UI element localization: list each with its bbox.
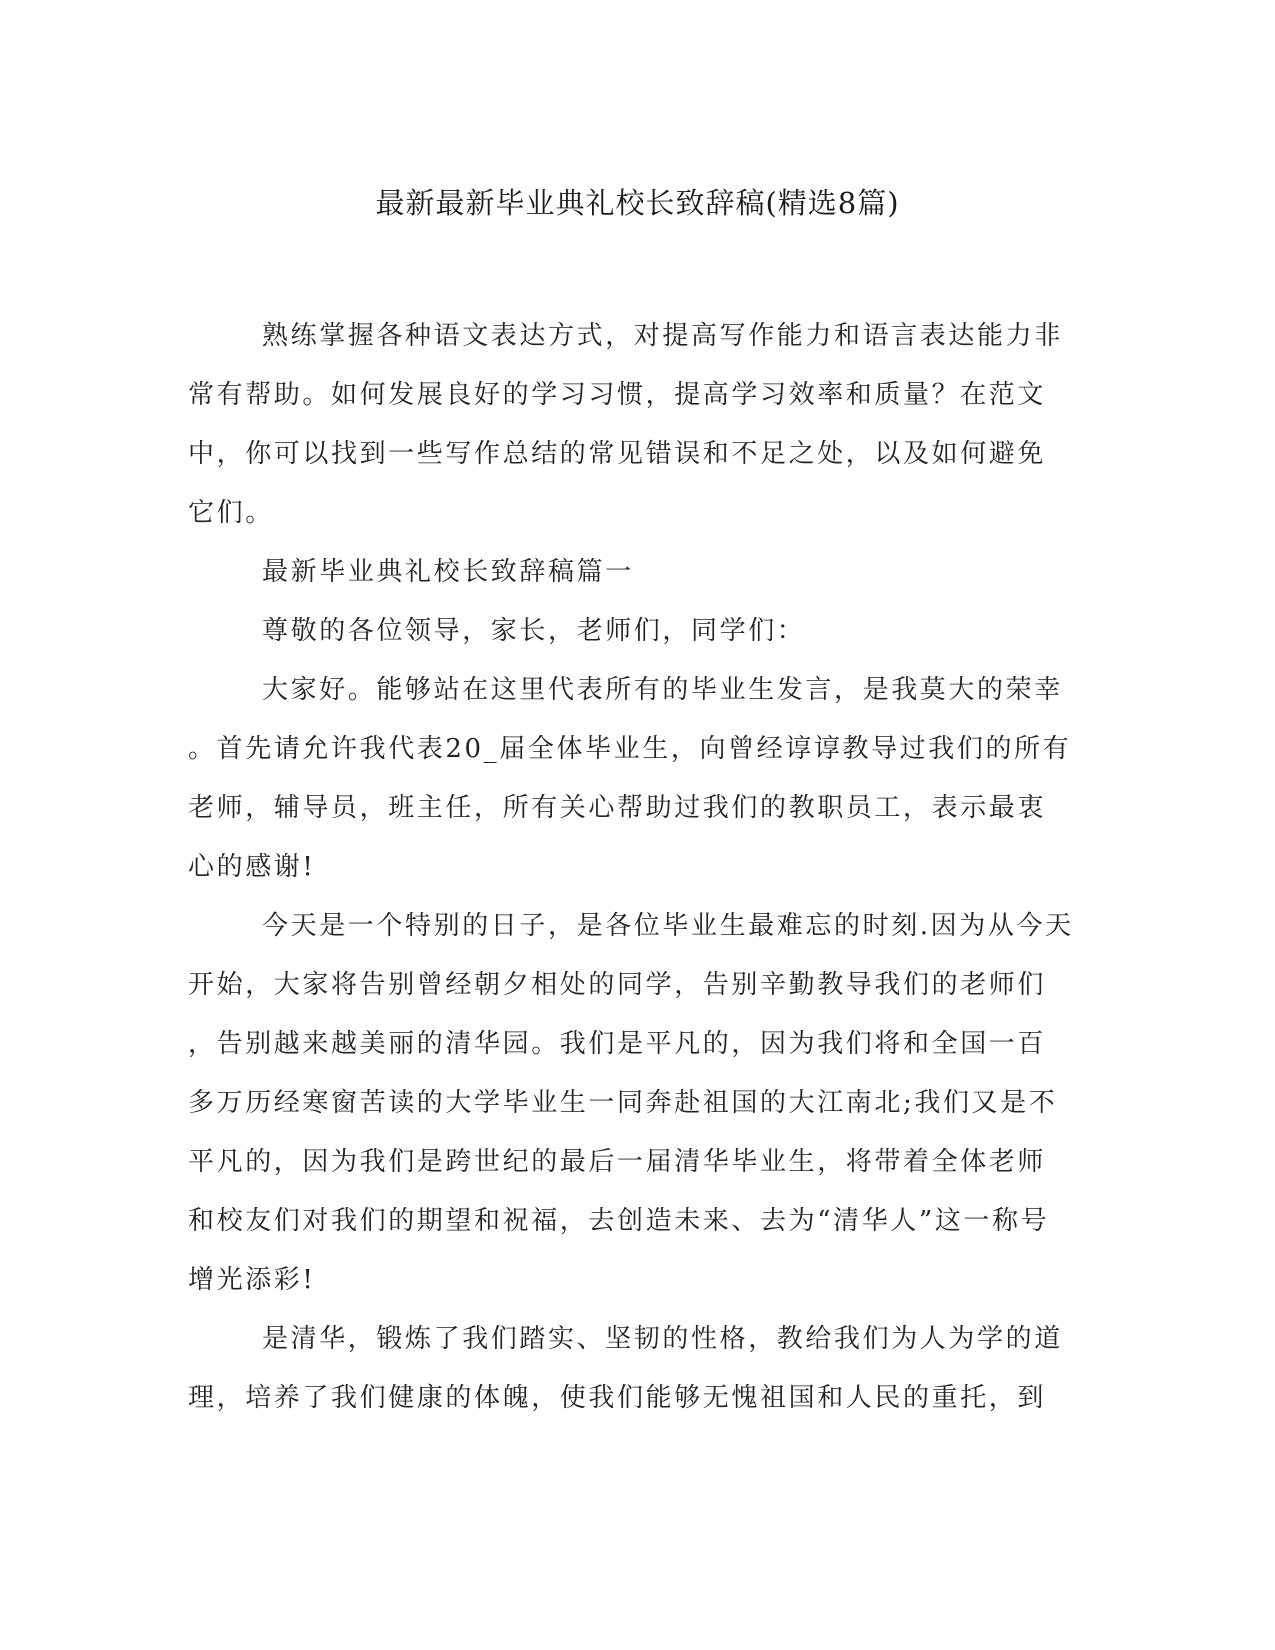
salutation: 尊敬的各位领导，家长，老师们，同学们： bbox=[262, 616, 806, 646]
section-heading: 最新毕业典礼校长致辞稿篇一 bbox=[262, 557, 634, 587]
paragraph-line: 多万历经寒窗苦读的大学毕业生一同奔赴祖国的大江南北;我们又是不 bbox=[188, 1088, 1058, 1118]
paragraph-line: 理，培养了我们健康的体魄，使我们能够无愧祖国和人民的重托，到 bbox=[188, 1383, 1047, 1413]
document-title: 最新最新毕业典礼校长致辞稿(精选8篇) bbox=[375, 186, 900, 220]
paragraph-line: 是清华，锻炼了我们踏实、坚韧的性格，教给我们为人为学的道 bbox=[262, 1324, 1063, 1354]
paragraph-line: 。首先请允许我代表20_届全体毕业生，向曾经谆谆教导过我们的所有 bbox=[188, 734, 1072, 764]
paragraph-line: ，告别越来越美丽的清华园。我们是平凡的，因为我们将和全国一百 bbox=[188, 1029, 1047, 1059]
paragraph-line: 和校友们对我们的期望和祝福，去创造未来、去为“清华人”这一称号 bbox=[188, 1206, 1050, 1236]
paragraph-line: 它们。 bbox=[188, 498, 274, 528]
paragraph-line: 增光添彩! bbox=[188, 1265, 316, 1295]
paragraph-line: 今天是一个特别的日子，是各位毕业生最难忘的时刻.因为从今天 bbox=[262, 911, 1074, 941]
paragraph-line: 中，你可以找到一些写作总结的常见错误和不足之处，以及如何避免 bbox=[188, 439, 1047, 469]
paragraph-line: 老师，辅导员，班主任，所有关心帮助过我们的教职员工，表示最衷 bbox=[188, 793, 1047, 823]
paragraph-line: 熟练掌握各种语文表达方式，对提高写作能力和语言表达能力非 bbox=[262, 321, 1063, 351]
paragraph-line: 开始，大家将告别曾经朝夕相处的同学，告别辛勤教导我们的老师们 bbox=[188, 970, 1047, 1000]
paragraph-line: 心的感谢! bbox=[188, 852, 316, 882]
paragraph-line: 大家好。能够站在这里代表所有的毕业生发言，是我莫大的荣幸 bbox=[262, 675, 1063, 705]
paragraph-line: 平凡的，因为我们是跨世纪的最后一届清华毕业生，将带着全体老师 bbox=[188, 1147, 1047, 1177]
paragraph-line: 常有帮助。如何发展良好的学习习惯，提高学习效率和质量？在范文 bbox=[188, 380, 1047, 410]
